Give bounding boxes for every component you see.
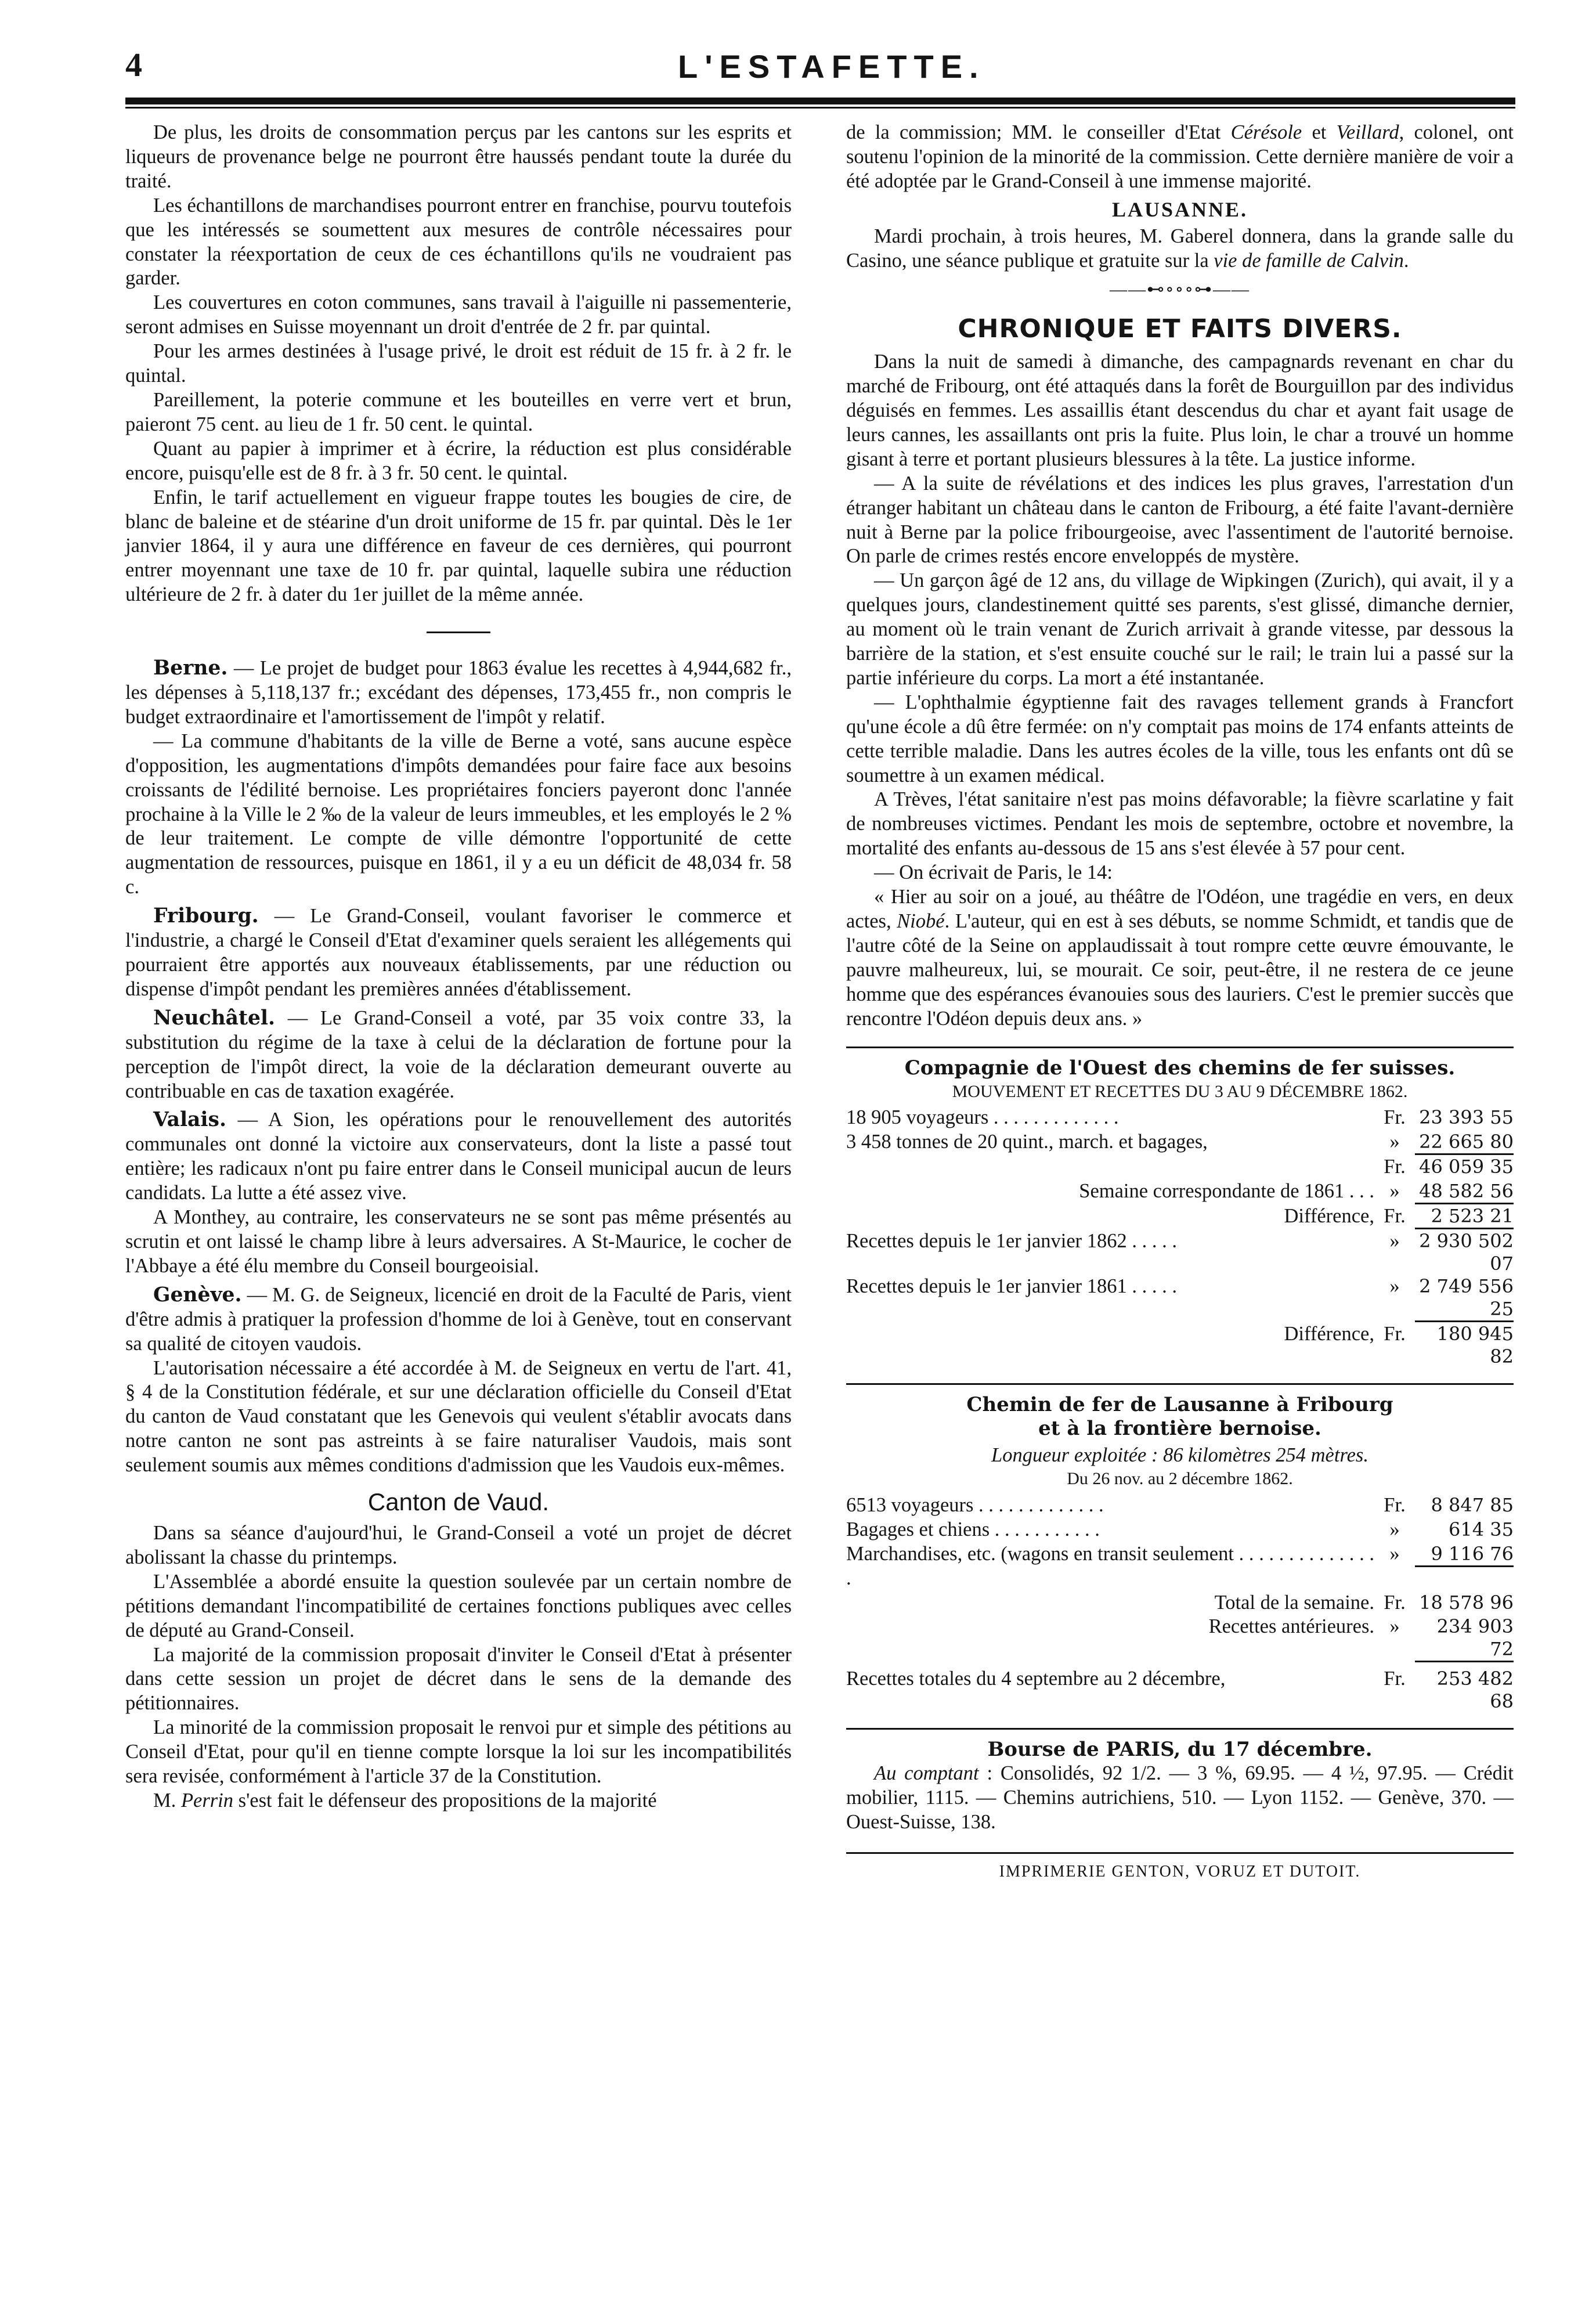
row-amount: 614 35 [1449,1518,1514,1540]
table-row [846,1130,1514,1155]
article-paragraph: Les couvertures en coton communes, sans travail à l'aiguille ni passementerie, seront admises en Suisse moyennant un droit d'entrée de 2 fr. par quintal. [125,291,792,338]
table-subtitle: Longueur exploitée : 86 kilomètres 254 mètres. [991,1444,1368,1466]
person-name: Veillard [1336,121,1399,143]
section-rule [846,1728,1514,1730]
article-paragraph: — La commune d'habitants de la ville de Berne a voté, sans aucune espèce d'opposition, les augmentations d'impôts demandées pour faire face aux besoins croissants de l'édilité bernoise. Les propriétaires fonciers payeront donc l'année prochaine à la Ville le 2 ‰ de la valeur de leurs immeubles, et les employés le 2 % de leur traitement. Le compte de ville démontre l'opportunité de cette augmentation de ressources, puisque en 1861, il y a eu un déficit de 48,034 fr. 58 c. [125,730,792,899]
article-paragraph: — Un garçon âgé de 12 ans, du village de Wipkingen (Zurich), qui avait, il y a quelques jours, clandestinement quitté ses parents, s'est glissé, dimanche dernier, au moment où le train venant de Zurich arrivait à grande vitesse, par dessous la barrière de la station, et s'est ensuite couché sur le rail; le train lui a passé sur la partie inférieure du corps. La mort a été instantanée. [846,569,1514,689]
table-row [846,1591,1514,1615]
row-label: Recettes totales du 4 septembre au 2 décembre, [846,1668,1226,1690]
play-title: Niobé [897,910,945,932]
berne-text: — Le projet de budget pour 1863 évalue les recettes à 4,944,682 fr., les dépenses à 5,118,137 fr.; excédant des dépenses, 173,455 fr., non compris le budget extraordinaire et l'amortissement de l'impôt y relatif. [125,657,792,728]
row-label: 3 458 tonnes de 20 quint., march. et bagages, [846,1131,1208,1153]
article-paragraph: L'Assemblée a abordé ensuite la question soulevée par un certain nombre de pétitions demandant l'incompatibilité de certaines fonctions publiques avec celles de député au Grand-Conseil. [125,1570,792,1641]
article-paragraph: Dans sa séance d'aujourd'hui, le Grand-Conseil a voté un projet de décret abolissant la chasse du printemps. [125,1522,792,1568]
article-paragraph: La majorité de la commission proposait d'inviter le Conseil d'Etat à présenter dans cette session un projet de décret dans le sens de la demande des pétitionnaires. [125,1643,792,1715]
masthead-title: L'ESTAFETTE. [678,48,985,85]
lausanne-heading: LAUSANNE. [1111,197,1248,221]
row-amount: 2 930 502 07 [1419,1229,1514,1275]
ornament-divider: ——⊷∘∘∘⊶—— [1109,280,1251,300]
text-run: M. [153,1789,181,1812]
right-column [846,121,1514,1882]
row-label: Recettes depuis le 1er janvier 1861 . . . . . [846,1275,1178,1298]
text-run: et [1302,121,1337,143]
header-rule-thick [125,98,1515,104]
row-amount: 8 847 85 [1431,1493,1514,1516]
row-label: Marchandises, etc. (wagons en transit seulement . . . . . . . . . . . . . . . [846,1542,1374,1589]
article-paragraph: La minorité de la commission proposait le renvoi pur et simple des pétitions au Conseil d'Etat, pour qu'il en tienne compte lorsque la loi sur les incompatibilités sera revisée, conformément à l'article 37 de la Constitution. [125,1716,792,1788]
row-amount: 2 523 21 [1415,1205,1514,1229]
table-row [846,1493,1514,1518]
section-label-neuchatel: Neuchâtel. [153,1006,276,1030]
odeon-quote-paragraph [846,885,1514,1031]
neuchatel-paragraph [125,1006,792,1104]
article-paragraph: Les échantillons de marchandises pourront entrer en franchise, pourvu toutefois que les intéressés se soumettent aux mesures de contrôle nécessaires pour constater la réexportation de ceux de ces échantillons qu'ils ne voudraient pas garder. [125,194,792,290]
row-label: Semaine correspondante de 1861 . . . [1079,1179,1374,1202]
bourse-heading: Bourse de PARIS, du 17 décembre. [987,1737,1373,1761]
row-currency: Fr. [1384,1204,1406,1227]
article-paragraph: Dans la nuit de samedi à dimanche, des campagnards revenant en char du marché de Fribourg, ont été attaqués dans la forêt de Bourguillon par des individus déguisés en femmes. Les assaillis étant descendus du char et ayant fait usage de leurs cannes, les assaillants ont pris la fuite. Plus loin, le char a trouvé un homme gisant à terre et portant plusieurs blessures à la tête. La justice informe. [846,351,1514,470]
table-title: Chemin de fer de Lausanne à Fribourg [966,1392,1393,1416]
table-title-line2: et à la frontière bernoise. [1038,1417,1321,1441]
row-amount: 253 482 68 [1436,1668,1514,1713]
row-currency: » [1389,1229,1400,1252]
text-run: , colonel, ont soutenu l'opinion de la minorité de la commission. Cette dernière manière de voir a été adoptée par le Grand-Conseil à une immense majorité. [846,121,1514,192]
row-currency: Fr. [1384,1106,1406,1129]
row-currency: Fr. [1384,1591,1406,1614]
perrin-paragraph [125,1789,792,1813]
valais-paragraph [125,1108,792,1206]
text-run: . [1403,250,1409,272]
row-label: Recettes depuis le 1er janvier 1862 . . . . . [846,1229,1178,1252]
table-row [846,1518,1514,1542]
fribourg-paragraph [125,904,792,1002]
text-run: s'est fait le défenseur des propositions de la majorité [233,1789,657,1812]
row-amount: 18 578 96 [1419,1591,1514,1614]
row-label: Différence, [1284,1204,1374,1227]
bourse-text: : Consolidés, 92 1/2. — 3 %, 69.95. — 4 ½, 97.95. — Crédit mobilier, 1115. — Chemins autrichiens, 510. — Lyon 1152. — Genève, 370. — Ouest-Suisse, 138. [846,1762,1514,1834]
row-currency: » [1389,1131,1400,1153]
row-amount: 9 116 76 [1415,1543,1514,1567]
article-paragraph: — On écrivait de Paris, le 14: [874,861,1113,884]
bourse-paragraph [846,1762,1514,1835]
table-subtitle: MOUVEMENT ET RECETTES DU 3 AU 9 DÉCEMBRE 1862. [952,1081,1408,1101]
section-label-valais: Valais. [153,1108,226,1132]
table-row [846,1229,1514,1275]
article-paragraph: Enfin, le tarif actuellement en vigueur frappe toutes les bougies de cire, de blanc de baleine et de stéarine d'un droit uniforme de 15 fr. par quintal. Dès le 1er janvier 1864, il y aura une différence en faveur de ces dernières, qui pourront entrer moyennant une taxe de 10 fr. par quintal, laquelle subira une réduction ultérieure de 2 fr. à dater du 1er juillet de la même année. [125,486,792,606]
article-paragraph: — A la suite de révélations et des indices les plus graves, l'arrestation d'un étranger habitant un château dans le canton de Fribourg, a été faite l'avant-dernière nuit à Berne par la police fribourgeoise, avec l'assentiment de l'autorité bernoise. On parle de crimes restés encore enveloppés de mystère. [846,472,1514,568]
page-number: 4 [125,46,142,84]
left-column [125,121,792,1813]
row-currency: Fr. [1384,1156,1406,1178]
row-label: 6513 voyageurs . . . . . . . . . . . . . [846,1493,1104,1516]
table-date-range: Du 26 nov. au 2 décembre 1862. [1067,1469,1293,1489]
section-label-berne: Berne. [153,656,228,680]
row-currency: Fr. [1384,1493,1406,1516]
section-label-fribourg: Fribourg. [153,904,259,928]
continuation-paragraph [846,121,1514,194]
article-paragraph: Quant au papier à imprimer et à écrire, la réduction est plus considérable encore, puisqu'elle est de 8 fr. à 3 fr. 50 cent. le quintal. [125,437,792,484]
article-paragraph: A Trèves, l'état sanitaire n'est pas moins défavorable; la fièvre scarlatine y fait de nombreuses victimes. Pendant les mois de septembre, octobre et novembre, la mortalité des enfants au-dessous de 15 ans s'est élevée à 57 pour cent. [846,788,1514,860]
article-paragraph: — L'ophthalmie égyptienne fait des ravages tellement grands à Francfort qu'une école a dû être fermée: on n'y comptait pas moins de 174 enfants atteints de cette terrible maladie. Dans les autres écoles de la ville, tous les enfants ont dû se soumettre à un examen médical. [846,691,1514,786]
geneve-text: — M. G. de Seigneux, licencié en droit de la Faculté de Paris, vient d'être admis à pratiquer la profession d'homme de loi à Genève, tout en conservant sa qualité de citoyen vaudois. [125,1283,792,1355]
printer-imprint: IMPRIMERIE GENTON, VORUZ ET DUTOIT. [999,1862,1361,1881]
canton-de-vaud-heading: Canton de Vaud. [367,1488,550,1516]
row-amount: 48 582 56 [1415,1180,1514,1204]
row-amount: 180 945 82 [1436,1323,1514,1368]
row-currency: » [1389,1179,1400,1202]
row-label: Recettes antérieures. [1208,1615,1374,1638]
row-amount: 234 903 72 [1415,1615,1514,1662]
row-amount: 46 059 35 [1419,1156,1514,1178]
table-row [846,1204,1514,1229]
neuchatel-text: — Le Grand-Conseil a voté, par 35 voix contre 33, la substitution du régime de la taxe à celui de la déclaration de fortune pour la perception de l'impôt direct, la voie de la déclaration demeurant ouverte au contribuable en cas de taxation exagérée. [125,1006,792,1102]
table-row [846,1275,1514,1322]
section-rule [846,1047,1514,1048]
row-currency: Fr. [1384,1668,1406,1690]
row-label: Différence, [1284,1323,1374,1345]
row-currency: » [1389,1542,1400,1565]
bourse-label: Au comptant [874,1762,979,1785]
row-currency: Fr. [1384,1323,1406,1345]
section-rule [846,1852,1514,1854]
row-currency: » [1389,1518,1400,1540]
row-label: Bagages et chiens . . . . . . . . . . . [846,1518,1100,1540]
row-amount: 22 665 80 [1415,1131,1514,1155]
row-label: Total de la semaine. [1214,1591,1374,1614]
geneve-paragraph [125,1283,792,1356]
table-row [846,1615,1514,1662]
section-divider [427,632,490,633]
table-title: Compagnie de l'Ouest des chemins de fer suisses. [904,1056,1456,1080]
lausanne-fribourg-receipts-table [846,1393,1514,1713]
section-label-geneve: Genève. [153,1283,242,1307]
person-name: Perrin [180,1789,234,1812]
table-row [846,1667,1514,1713]
row-currency: » [1389,1615,1400,1638]
ouest-receipts-table [846,1056,1514,1368]
table-row [846,1106,1514,1130]
lecture-title: vie de famille de Calvin [1214,250,1404,272]
chronique-heading: CHRONIQUE ET FAITS DIVERS. [958,313,1402,344]
article-paragraph: L'autorisation nécessaire a été accordée à M. de Seigneux en vertu de l'art. 41, § 4 de la Constitution fédérale, et sur une déclaration officielle du Conseil d'Etat du canton de Vaud constatant que les Genevois qui veulent s'établir avocats dans notre canton ne sont pas astreints à se faire naturaliser Vaudois, mais sont seulement soumis aux mêmes conditions d'admission que les Vaudois eux-mêmes. [125,1356,792,1477]
text-run: « Hier au soir on a joué, au théâtre de l'Odéon, une tragédie en vers, en deux actes, [846,886,1514,932]
text-run: Mardi prochain, à trois heures, M. Gaberel donnera, dans la grande salle du Casino, une séance publique et gratuite sur la [846,225,1514,272]
fribourg-text: — Le Grand-Conseil, voulant favoriser le commerce et l'industrie, a chargé le Conseil d'Etat d'examiner quels seraient les allégements qui pourraient être apportés aux nouveaux établissements, par une réduction ou dispense d'impôt pendant les premières années d'établissement. [125,905,792,1000]
article-paragraph: Pour les armes destinées à l'usage privé, le droit est réduit de 15 fr. à 2 fr. le quintal. [125,340,792,387]
lausanne-paragraph [846,225,1514,273]
table-row [846,1155,1514,1179]
row-amount: 2 749 556 25 [1415,1275,1514,1322]
row-currency: » [1389,1275,1400,1298]
table-row [846,1179,1514,1204]
row-amount: 23 393 55 [1419,1106,1514,1129]
table-row [846,1322,1514,1368]
article-paragraph: A Monthey, au contraire, les conservateurs ne se sont pas même présentés au scrutin et ont laissé le champ libre à leurs adversaires. A St-Maurice, le cocher de l'Abbaye a été élu membre du Conseil bourgeoisial. [125,1206,792,1277]
text-run: de la commission; MM. le conseiller d'Etat [846,121,1231,143]
berne-paragraph [125,656,792,730]
valais-text: — A Sion, les opérations pour le renouvellement des autorités communales ont donné la victoire aux conservateurs, dont la liste a passé tout entière; les radicaux n'ont pu faire entrer dans le Conseil municipal aucun de leurs candidats. La lutte a été assez vive. [125,1109,792,1204]
row-label: 18 905 voyageurs . . . . . . . . . . . . . [846,1106,1119,1129]
article-paragraph: De plus, les droits de consommation perçus par les cantons sur les esprits et liqueurs de provenance belge ne pourront être haussés pendant toute la durée du traité. [125,121,792,192]
header-rule-thin [125,107,1515,109]
person-name: Cérésole [1230,121,1302,143]
article-paragraph: Pareillement, la poterie commune et les bouteilles en verre vert et brun, paieront 75 cent. au lieu de 1 fr. 50 cent. le quintal. [125,388,792,435]
table-row [846,1542,1514,1591]
text-run: . L'auteur, qui en est à ses débuts, se nomme Schmidt, et tandis que de l'autre côté de la Seine on applaudissait à tout rompre cette œuvre émouvante, le pauvre malheureux, lui, se mourait. Ce soir, peut-être, il ne restera de ce jeune homme que des espérances évanouies sous des lauriers. C'est le premier succès que rencontre l'Odéon depuis deux ans. » [846,910,1514,1030]
section-rule [846,1383,1514,1385]
